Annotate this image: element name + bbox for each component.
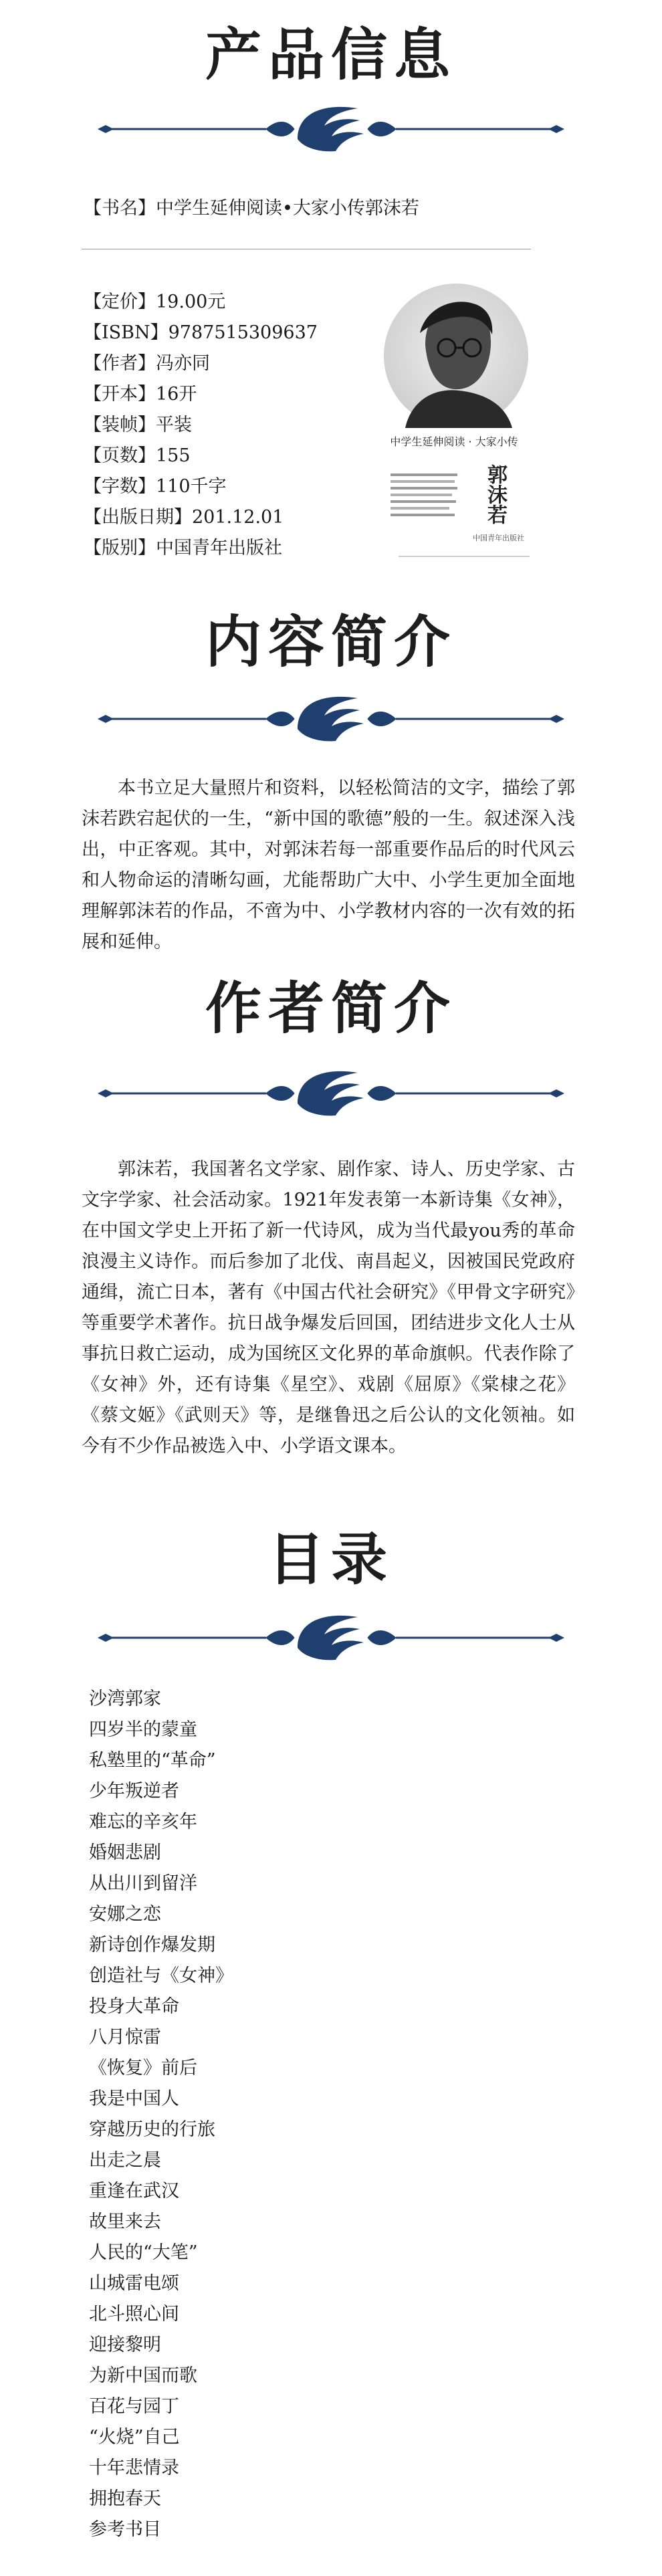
swirl-emblem-icon bbox=[98, 697, 564, 742]
cover-portrait bbox=[378, 281, 530, 562]
toc-item: 拥抱春天 bbox=[89, 2488, 161, 2509]
toc-item: 人民的“大笔” bbox=[89, 2242, 198, 2263]
toc-item: 从出川到留洋 bbox=[89, 1873, 197, 1894]
toc-item: 八月惊雷 bbox=[89, 2027, 161, 2048]
toc-item: 少年叛逆者 bbox=[89, 1781, 179, 1802]
attr-wordcount: 【字数】110千字 bbox=[84, 476, 227, 497]
toc-item: 难忘的辛亥年 bbox=[89, 1812, 197, 1832]
attr-binding: 【装帧】平装 bbox=[84, 415, 192, 435]
toc-item: 四岁半的蒙童 bbox=[89, 1719, 197, 1740]
cover-signature: 郭沫若 bbox=[483, 464, 507, 524]
book-title-row: 【书名】中学生延伸阅读•大家小传郭沫若 bbox=[84, 198, 419, 219]
toc-item: 十年悲情录 bbox=[89, 2458, 179, 2478]
section-divider bbox=[94, 1608, 568, 1668]
section-title-synopsis: 内容简介 bbox=[205, 609, 457, 675]
cover-publisher: 中国青年出版社 bbox=[473, 534, 524, 542]
toc-item: 婚姻悲剧 bbox=[89, 1842, 161, 1863]
swirl-emblem-icon bbox=[98, 107, 564, 152]
attr-price: 【定价】19.00元 bbox=[84, 292, 226, 312]
attr-pubdate: 【出版日期】201.12.01 bbox=[84, 507, 284, 528]
toc-item: 创造社与《女神》 bbox=[89, 1965, 233, 1986]
toc-item: 投身大革命 bbox=[89, 1996, 179, 2017]
toc-item: 百花与园丁 bbox=[89, 2396, 179, 2417]
cover-series-title: 中学生延伸阅读 · 大家小传 bbox=[390, 435, 518, 448]
section-divider bbox=[94, 1063, 568, 1123]
section-title-product-info: 产品信息 bbox=[205, 21, 457, 88]
attr-isbn: 【ISBN】9787515309637 bbox=[84, 322, 318, 343]
author-bio-text: 郭沫若，我国著名文学家、剧作家、诗人、历史学家、古文字学家、社会活动家。1921年发表第一本新诗集《女神》，在中国文学史上开拓了新一代诗风，成为当代最you秀的革命浪漫主义诗作。而后参加了北伐、南昌起义，因被国民党政府通缉，流亡日本，著有《中国古代社会研究》《甲骨文字研究》等重要学术著作。抗日战争爆发后回国，团结进步文化人士从事抗日救亡运动，成为国统区文化界的革命旗帜。代表作除了《女神》外，还有诗集《星空》、戏剧《屈原》《棠棣之花》《蔡文姬》《武则天》等，是继鲁迅之后公认的文化领袖。如今有不少作品被选入中、小学语文课本。 bbox=[82, 1159, 575, 1457]
toc-item: 《恢复》前后 bbox=[89, 2058, 197, 2078]
toc-item: 新诗创作爆发期 bbox=[89, 1935, 215, 1955]
attr-author: 【作者】冯亦同 bbox=[84, 353, 210, 374]
synopsis-text: 本书立足大量照片和资料，以轻松简洁的文字，描绘了郭沫若跌宕起伏的一生，“新中国的歌德”般的一生。叙述深入浅出，中正客观。其中，对郭沫若每一部重要作品后的时代风云和人物命运的清晰勾画，尤能帮助广大中、小学生更加全面地理解郭沫若的作品，不啻为中、小学教材内容的一次有效的拓展和延伸。 bbox=[82, 778, 575, 952]
toc-list bbox=[89, 1684, 423, 2545]
toc-item: 山城雷电颂 bbox=[89, 2273, 179, 2294]
section-title-author: 作者简介 bbox=[205, 975, 457, 1041]
toc-item: 沙湾郭家 bbox=[89, 1689, 161, 1709]
toc-item: 迎接黎明 bbox=[89, 2335, 161, 2355]
toc-item: 为新中国而歌 bbox=[89, 2365, 197, 2386]
attr-pages: 【页数】155 bbox=[84, 445, 191, 466]
toc-item: “火烧”自己 bbox=[89, 2427, 180, 2448]
toc-item: 北斗照心间 bbox=[89, 2304, 179, 2325]
attr-edition: 【版别】中国青年出版社 bbox=[84, 538, 282, 558]
toc-item: 重逢在武汉 bbox=[89, 2181, 179, 2202]
toc-item: 参考书目 bbox=[89, 2519, 161, 2540]
toc-item: 私塾里的“革命” bbox=[89, 1750, 216, 1771]
toc-item: 穿越历史的行旅 bbox=[89, 2119, 215, 2140]
toc-item: 我是中国人 bbox=[89, 2088, 179, 2109]
toc-item: 故里来去 bbox=[89, 2212, 161, 2232]
section-title-toc: 目录 bbox=[267, 1526, 394, 1592]
section-divider bbox=[94, 99, 568, 159]
book-cover bbox=[378, 281, 530, 562]
attr-format: 【开本】16开 bbox=[84, 384, 197, 405]
swirl-emblem-icon bbox=[98, 1616, 564, 1660]
swirl-emblem-icon bbox=[98, 1071, 564, 1116]
toc-item: 出走之晨 bbox=[89, 2150, 161, 2171]
toc-item: 安娜之恋 bbox=[89, 1904, 161, 1925]
section-divider bbox=[94, 689, 568, 749]
